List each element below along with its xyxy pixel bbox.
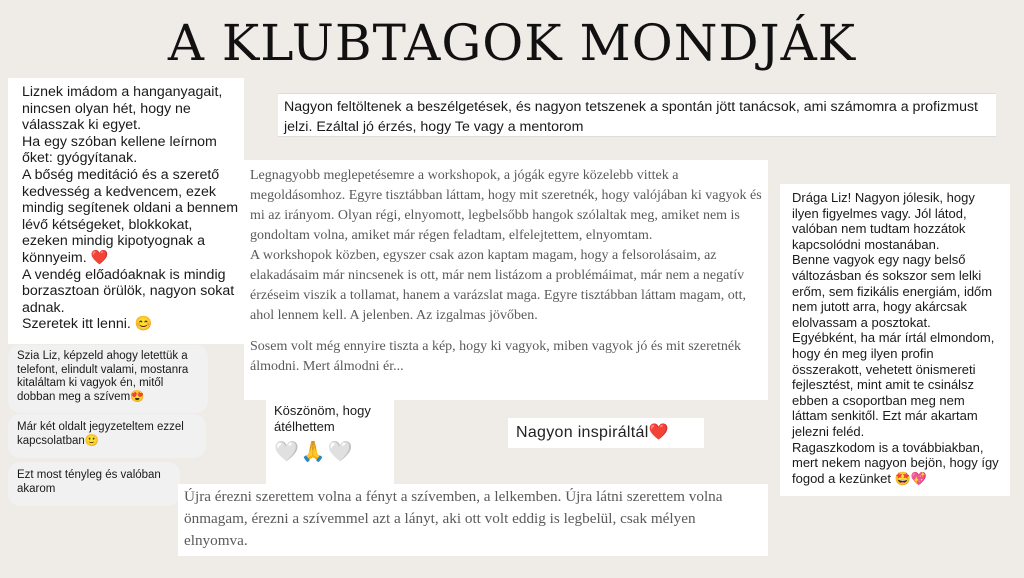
testimonial-inspiralt: Nagyon inspiráltál❤️ xyxy=(508,418,704,448)
testimonial-line: A bőség meditáció és a szerető xyxy=(22,166,220,183)
testimonial-line: lévő kétségeket, blokkokat, xyxy=(22,216,193,233)
testimonial-line: Liznek imádom a hanganyagait, xyxy=(22,84,223,100)
testimonial-line: összerakott, vehetett önismereti xyxy=(792,361,976,377)
testimonial-hanganyagok xyxy=(8,78,244,344)
testimonial-line: Újra érezni szerettem volna a fényt a szívemben, a lelkemben. Újra látni szerettem volna xyxy=(184,488,723,505)
testimonial-line: A vendég előadóaknak is mindig xyxy=(22,266,226,283)
testimonial-line: jelezni feléd. xyxy=(792,423,865,439)
testimonial-line: kedvesség a kedvencem, ezek xyxy=(22,183,217,200)
testimonial-line: adnak. xyxy=(22,299,65,316)
bubble-line: Ezt most tényleg és valóban xyxy=(17,469,161,481)
testimonial-line: hogy én meg ilyen profin xyxy=(792,345,934,361)
testimonial-line: mert nekem nagyon bejön, hogy így xyxy=(792,455,999,471)
testimonial-line: Szeretek itt lenni. 😊 xyxy=(22,316,153,333)
testimonial-line: ebben a csoportban meg nem xyxy=(792,392,965,408)
testimonial-line: álmodni. Mert álmodni ér... xyxy=(250,359,404,374)
testimonial-line: erőm, sem fizikális energiám, időm xyxy=(792,283,993,299)
testimonial-line: borzasztoan örülök, nagyon sokat xyxy=(22,283,235,300)
testimonial-line: könnyeim. ❤️ xyxy=(22,249,109,266)
testimonial-line: kapcsolódni mostanában. xyxy=(792,236,940,252)
bubble-line: telefont, elindult valami, mostanra xyxy=(17,363,189,376)
testimonial-line: elnyomva. xyxy=(184,532,248,549)
testimonial-line: Egyébként, ha már írtál elmondom, xyxy=(792,330,995,346)
bubble-line: akarom xyxy=(17,482,56,495)
testimonial-workshop xyxy=(244,160,768,400)
bubble-line: kitaláltam ki vagyok én, mitől xyxy=(17,377,164,390)
testimonial-line: fejlesztést, mint amit te csinálsz xyxy=(792,377,975,393)
testimonial-line: jelzi. Ezáltal jó érzés, hogy Te vagy a mentorom xyxy=(284,119,584,135)
testimonial-fenyt xyxy=(178,484,768,556)
testimonial-line: nincsen olyan hét, hogy ne xyxy=(22,100,191,117)
testimonial-line: mi az irányom. Olyan régi, elnyomott, legbelsőbb hangok szólaltak meg, amiket nem is xyxy=(250,208,740,223)
testimonial-line: válasszak ki egyet. xyxy=(22,117,142,134)
testimonial-line: érzéseim viszik a tollamat, hanem a varázslat maga. Egyre tisztábban láttam magam, ott, xyxy=(250,288,747,303)
testimonial-line: Ha egy szóban kellene leírnom xyxy=(22,133,217,150)
hearts-pray-emoji-icon: 🤍🙏🤍 xyxy=(274,441,355,463)
bubble-line: kapcsolatban🙂 xyxy=(17,434,100,447)
testimonial-line: valóban nem tudtam hozzátok xyxy=(792,221,966,237)
testimonial-line: Köszönöm, hogy xyxy=(274,403,371,418)
page-title: A KLUBTAGOK MONDJÁK xyxy=(167,14,857,72)
testimonial-line: fogod a kezünket 🤩💖 xyxy=(792,470,928,486)
testimonial-line: Ragaszkodom is a továbbiakban, xyxy=(792,439,984,455)
bubble-line: Már két oldalt jegyzeteltem ezzel xyxy=(17,421,184,433)
testimonial-line: megoldásomhoz. Egyre tisztábban láttam, hogy mit szeretnék, hogy valójában ki vagyok és xyxy=(250,188,762,203)
testimonial-koszonom xyxy=(266,400,394,484)
testimonial-line: nem jutott arra, hogy akárcsak xyxy=(792,299,967,315)
chat-bubble-akarom xyxy=(8,462,180,506)
testimonial-line: mindig segítenek oldani a bennem xyxy=(22,200,239,217)
chat-bubble-jegyzetek xyxy=(8,414,206,458)
testimonial-line: Nagyon feltöltenek a beszélgetések, és nagyon tetszenek a spontán jött tanácsok, ami számomra a profizmust xyxy=(284,99,978,115)
paragraph-gap xyxy=(250,326,762,337)
testimonial-line: önmagam, érezni a szívemmel azt a lányt, aki ott volt eddig is legbelül, csak mélyen xyxy=(184,510,696,527)
testimonial-line: láttam senkitől. Ezt már akartam xyxy=(792,408,978,424)
testimonial-line: Benne vagyok egy nagy belső xyxy=(792,252,966,268)
testimonial-mentor xyxy=(278,93,996,137)
testimonial-line: Legnagyobb meglepetésemre a workshopok, a jógák egyre közelebb vittek a xyxy=(250,168,679,183)
bubble-line: Szia Liz, képzeld ahogy letettük a xyxy=(17,350,188,362)
testimonial-line: ilyen figyelmes vagy. Jól látod, xyxy=(792,205,967,221)
testimonial-line: változásban és sokszor sem lelki xyxy=(792,267,982,283)
testimonial-line: őket: gyógyítanak. xyxy=(22,150,138,167)
bubble-line: dobban meg a szívem😍 xyxy=(17,390,145,403)
testimonial-line: ahol lennem kell. A jelenben. Az izgalmas jövőben. xyxy=(250,308,538,323)
testimonial-onismeret xyxy=(780,184,1010,496)
testimonial-line: A workshopok közben, egyszer csak azon kaptam magam, hogy a felsorolásaim, az xyxy=(250,248,717,263)
testimonial-line: átélhettem xyxy=(274,419,335,434)
testimonial-line: gondoltam volna, amiket már régen feladtam, elfelejtettem, elnyomtam. xyxy=(250,228,653,243)
testimonial-line: ezeken mindig kipotyognak a xyxy=(22,233,205,250)
chat-bubble-szivem xyxy=(8,345,208,413)
testimonial-line: elolvassam a posztokat. xyxy=(792,314,931,330)
testimonial-line: Drága Liz! Nagyon jólesik, hogy xyxy=(792,190,975,205)
testimonial-line: elakadásaim már nincsenek is ott, már nem listázom a problémáimat, már nem a negatív xyxy=(250,268,745,283)
testimonial-line: Sosem volt még ennyire tiszta a kép, hogy ki vagyok, miben vagyok jó és mit szeretnék xyxy=(250,339,742,354)
